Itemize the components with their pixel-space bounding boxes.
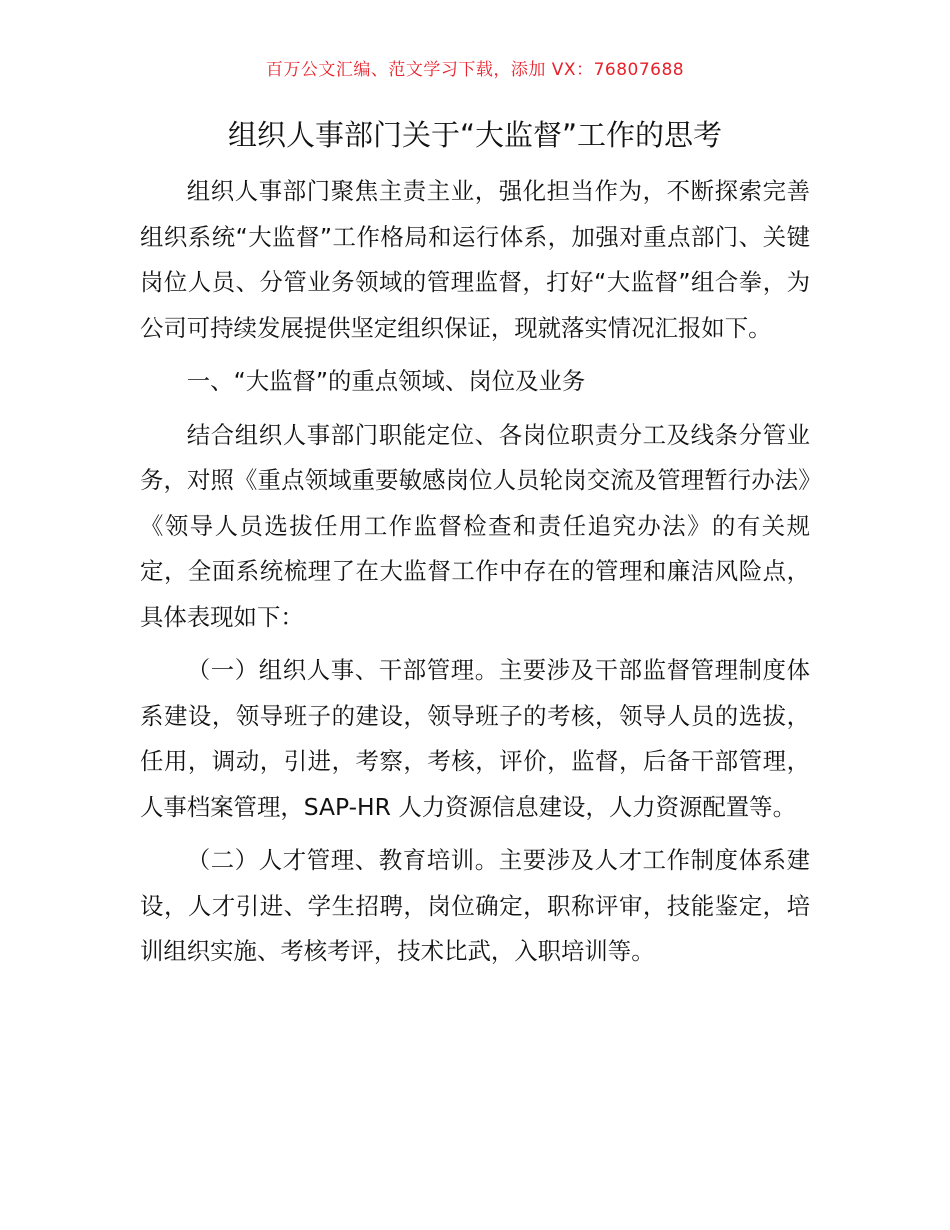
paragraph-item-2: （二）人才管理、教育培训。主要涉及人才工作制度体系建设，人才引进、学生招聘，岗位确定，职称评审，技能鉴定，培训组织实施、考核考评，技术比武，入职培训等。 — [140, 846, 810, 965]
watermark-banner: 百万公文汇编、范文学习下载，添加 VX：76807688 — [265, 60, 685, 80]
paragraph-item-1: （一）组织人事、干部管理。主要涉及干部监督管理制度体系建设，领导班子的建设，领导班子的考核，领导人员的选拔，任用，调动，引进，考察，考核，评价，监督，后备干部管理，人事档案管理，SAP-HR 人力资源信息建设，人力资源配置等。 — [140, 656, 810, 821]
paragraph-overview: 结合组织人事部门职能定位、各岗位职责分工及线条分管业务，对照《重点领域重要敏感岗位人员轮岗交流及管理暂行办法》《领导人员选拔任用工作监督检查和责任追究办法》的有关规定，全面系统梳理了在大监督工作中存在的管理和廉洁风险点，具体表现如下： — [140, 420, 810, 631]
document-body — [140, 169, 810, 975]
paragraph-intro: 组织人事部门聚焦主责主业，强化担当作为，不断探索完善组织系统“大监督”工作格局和运行体系，加强对重点部门、关键岗位人员、分管业务领域的管理监督，打好“大监督”组合拳，为公司可持续发展提供坚定组织保证，现就落实情况汇报如下。 — [140, 177, 810, 342]
section-heading-1: 一、“大监督”的重点领域、岗位及业务 — [186, 367, 586, 395]
document-title: 组织人事部门关于“大监督”工作的思考 — [227, 118, 723, 152]
